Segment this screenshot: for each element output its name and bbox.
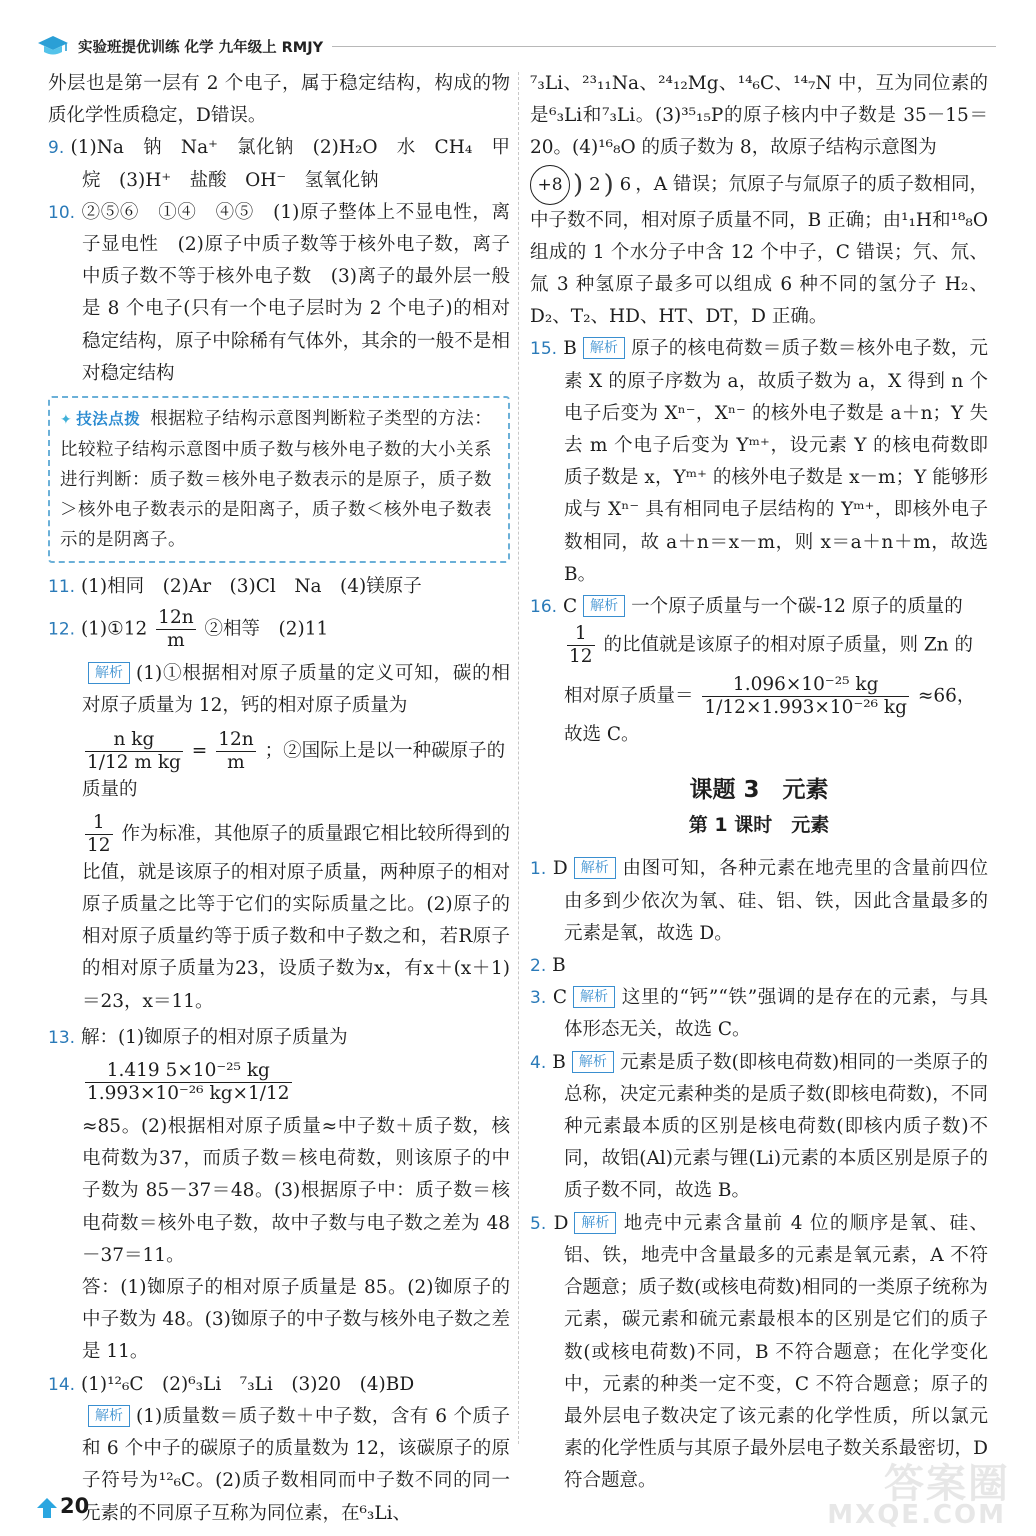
left-column — [48, 68, 510, 1530]
answer-text: (1)相同 (2)Ar (3)Cl Na (4)镁原子 — [80, 576, 422, 598]
answer-text: C — [552, 987, 568, 1009]
numerator: 1.419 5×10⁻²⁵ kg — [85, 1060, 292, 1083]
explanation-text: 由图可知，各种元素在地壳里的含量前四位由多到少依次为氧、硅、铝、铁，因此含量最多的元素是氧，故选 D。 — [564, 858, 988, 944]
question-number: 10. — [48, 202, 76, 223]
question-number: 1. — [530, 859, 547, 880]
question-number: 5. — [530, 1213, 547, 1234]
column-divider — [518, 72, 519, 1444]
header-rule — [332, 46, 996, 47]
numerator: 12n — [158, 607, 194, 629]
page-number-text: 20 — [60, 1494, 90, 1518]
answer-text: (1)¹²₆C (2)⁶₃Li ⁷₃Li (3)20 (4)BD — [80, 1373, 415, 1395]
question-number: 14. — [48, 1374, 76, 1395]
fraction — [85, 1060, 292, 1105]
question-9 — [48, 132, 510, 196]
question-number: 2. — [530, 956, 547, 977]
formula-13 — [48, 1060, 510, 1105]
numerator: 12n — [218, 728, 254, 750]
jiexi-tag: 解析 — [573, 986, 615, 1008]
explanation-16-cont — [530, 623, 988, 668]
watermark — [814, 1452, 1014, 1532]
answer-part-2: ②相等 (2)11 — [204, 618, 329, 640]
fraction — [702, 674, 909, 719]
answer-text: C — [562, 596, 578, 618]
explanation-14 — [48, 1401, 510, 1530]
answer-text: B — [563, 338, 577, 360]
question-11 — [48, 571, 510, 603]
jiexi-tag: 解析 — [88, 1405, 130, 1427]
explanation-text: ；②国际上是以一种碳原子的质量的 — [82, 740, 506, 800]
answer-text: (1)Na 钠 Na⁺ 氯化钠 (2)H₂O 水 CH₄ 甲烷 (3)H⁺ 盐酸 OH⁻ 氢氧化钠 — [70, 137, 510, 191]
answer-text: B — [552, 955, 566, 977]
continued-text: 外层也是第一层有 2 个电子，属于稳定结构，构成的物质化学性质稳定，D错误。 — [48, 73, 510, 127]
explanation-text: ，A 错误；氘原子与氚原子的质子数相同，中子数不同，相对原子质量不同，B 正确；由¹₁H和¹⁸₈O组成的 1 个水分子中含 12 个中子，C 错误；氕、氘、氚 3 种氢原子最多可以组成 6 种不同的氢分子 H₂、D₂、T₂、HD、HT、DT，D 正确。 — [530, 173, 988, 328]
header-title: 实验班提优训练 化学 九年级上 RMJY — [78, 40, 324, 56]
denominator: m — [227, 751, 245, 773]
question-number: 15. — [530, 339, 558, 360]
fraction — [216, 729, 255, 774]
denominator: m — [167, 630, 185, 652]
answer-text: B — [552, 1051, 566, 1073]
jiexi-tag: 解析 — [583, 595, 625, 617]
atom-structure-line — [530, 165, 988, 334]
graduation-cap-icon — [36, 34, 70, 58]
explanation-text: 地壳中元素含量前 4 位的顺序是氧、硅、铝、铁，地壳中含量最多的元素是氧元素，A 不符合题意；质子数(或核电荷数)相同的一类原子统称为元素，碳元素和硫元素最根本的区别是它们的质子数(或核电荷数)不同，B 不符合题意；在化学变化中，元素的种类一定不变，C 不符合题意；原子的最外层电子数决定了该元素的化学性质，所以氯元素的化学性质与其原子最外层电子数关系最密切，D 符合题意。 — [564, 1212, 988, 1492]
denominator: 1/12 m kg — [87, 751, 181, 773]
answer-part-1: (1)①12 — [80, 618, 148, 640]
page-header — [36, 30, 996, 62]
denominator: 1/12×1.993×10⁻²⁶ kg — [704, 697, 907, 719]
tip-text: 根据粒子结构示意图判断粒子类型的方法：比较粒子结构示意图中质子数与核外电子数的大小关系进行判断：质子数＝核外电子数表示的是原子，质子数＞核外电子数表示的是阳离子，质子数＜核外电子数表示的是阴离子。 — [60, 409, 493, 551]
question-number: 4. — [530, 1052, 547, 1073]
numerator: 1 — [85, 812, 113, 835]
explanation-text: ⁷₃Li、²³₁₁Na、²⁴₁₂Mg、¹⁴₆C、¹⁴₇N 中，互为同位素的是⁶₃Li和⁷₃Li。(3)³⁵₁₅P的原子核内中子数是 35－15＝20。(4)¹⁶₈O 的质子数为 8，故原子结构示意图为 — [530, 73, 988, 159]
question-14 — [48, 1369, 510, 1401]
page-number — [36, 1494, 96, 1524]
denominator: 12 — [569, 646, 593, 668]
question-10 — [48, 197, 510, 390]
shell-2-electrons: 6 — [619, 173, 632, 195]
shell-arc-icon: ) — [573, 169, 584, 200]
jiexi-tag: 解析 — [574, 1212, 616, 1234]
question-number: 11. — [48, 577, 76, 598]
denominator: 12 — [87, 834, 111, 856]
explanation-text: 作为标准，其他原子的质量跟它相比较所得到的比值，就是该原子的相对原子质量，两种原子的相对原子质量之比等于它们的实际质量之比。(2)原子的相对原子质量约等于质子数和中子数之和，若R原子的相对原子质量为23，设质子数为x，有x＋(x＋1)＝23，x＝11。 — [82, 823, 510, 1012]
question-number: 9. — [48, 138, 65, 159]
fraction — [156, 607, 195, 652]
question-number: 13. — [48, 1027, 76, 1048]
watermark-logo: 答案圈 — [884, 1461, 1010, 1507]
formula-12 — [48, 729, 510, 806]
tip-box — [48, 396, 510, 563]
fraction — [567, 623, 595, 668]
explanation-text: 元素是质子数(即核电荷数)相同的一类原子的总称，决定元素种类的是质子数(即核电荷数)，不同种元素最本质的区别是核电荷数(即核内质子数)不同，故铝(Al)元素与锂(Li)元素的本质区别是原子的质子数不同，故选 B。 — [564, 1051, 989, 1202]
solution-13: ≈85。(2)根据相对原子质量≈中子数＋质子数，核电荷数为37，而质子数＝核电荷数，则该原子的中子数为 85－37＝48。(3)根据原子中：质子数＝核电荷数＝核外电子数，故中子数与电子数之差为 48－37＝11。 — [82, 1116, 510, 1266]
continued-text — [530, 68, 988, 165]
question-number: 16. — [530, 597, 558, 618]
shell-arc-icon: ) — [603, 169, 614, 200]
question-number: 3. — [530, 988, 547, 1009]
fraction — [85, 812, 113, 857]
question-12 — [48, 607, 510, 652]
question-number: 12. — [48, 619, 76, 640]
question-16 — [530, 591, 988, 623]
explanation-text: 这里的“钙”“铁”强调的是存在的元素，与具体形态无关，故选 C。 — [564, 987, 988, 1041]
section-question-2 — [530, 950, 988, 982]
equals-sign: = — [191, 740, 208, 762]
formula-result: ≈66，故选 C。 — [564, 685, 976, 746]
explanation-text: (1)①根据相对原子质量的定义可知，碳的相对原子质量为 12，钙的相对原子质量为 — [82, 663, 510, 717]
formula-16 — [530, 674, 988, 751]
explanation-12 — [48, 658, 510, 722]
question-13 — [48, 1022, 510, 1054]
section-question-1 — [530, 853, 988, 950]
numerator: 1.096×10⁻²⁵ kg — [702, 674, 909, 697]
question-15 — [530, 333, 988, 591]
formula-label: 相对原子质量＝ — [564, 685, 694, 707]
explanation-text: 一个原子质量与一个碳-12 原子的质量的 — [631, 596, 963, 618]
tip-label: 技法点拨 — [76, 410, 141, 429]
section-heading: 课题 3 元素 — [689, 777, 829, 804]
solution-text: 解：(1)铷原子的相对原子质量为 — [80, 1026, 348, 1048]
answer-text: D — [552, 858, 568, 880]
shell-1-electrons: 2 — [589, 173, 601, 195]
explanation-text: 的比值就是该原子的相对原子质量，则 Zn 的 — [603, 634, 973, 656]
subsection-heading: 第 1 课时 元素 — [688, 814, 830, 837]
answer-text: ②⑤⑥ ①④ ④⑤ (1)原子整体上不显电性，离子显电性 (2)原子中质子数等于核外电子数，离子中质子数不等于核外电子数 (3)离子的最外层一般是 8 个电子(只有一个电子层时为 2 个电子)的相对稳定结构，原子中除稀有气体外，其余的一般不是相对稳定结构 — [81, 201, 510, 384]
section-question-3 — [530, 982, 988, 1046]
watermark-url: MXQE.COM — [827, 1500, 1006, 1530]
jiexi-tag: 解析 — [583, 337, 625, 359]
answer-text: D — [553, 1212, 569, 1234]
jiexi-tag: 解析 — [88, 662, 130, 684]
explanation-text: 原子的核电荷数＝质子数＝核外电子数，元素 X 的原子序数为 a，故质子数为 a，X 得到 n 个电子后变为 Xⁿ⁻，Xⁿ⁻ 的核外电子数是 a＋n；Y 失去 m 个电子后变为 Yᵐ⁺，设元素 Y 的核电荷数即质子数是 x，Yᵐ⁺ 的核外电子数是 x－m；Y 能够形成与 Xⁿ⁻ 具有相同电子层结构的 Yᵐ⁺，即核外电子数相同，故 a＋n＝x－m，则 x＝a＋n＋m，故选 B。 — [564, 338, 988, 585]
right-column — [530, 68, 988, 1498]
section-question-4 — [530, 1047, 988, 1208]
fraction — [85, 729, 183, 774]
numerator: 1 — [567, 623, 595, 646]
explanation-text: (1)质量数＝质子数＋中子数，含有 6 个质子和 6 个中子的碳原子的质量数为 12，该碳原子的原子符号为¹²₆C。(2)质子数相同而中子数不同的同一元素的不同原子互称为同位素，在⁶₃Li、 — [82, 1405, 510, 1524]
numerator: n kg — [85, 729, 183, 752]
jiexi-tag: 解析 — [574, 857, 616, 879]
tip-icon: ✦ — [60, 412, 73, 429]
up-arrow-icon — [36, 1497, 58, 1519]
explanation-12-cont — [48, 812, 510, 1018]
nucleus: +8 — [530, 165, 570, 205]
jiexi-tag: 解析 — [572, 1051, 614, 1073]
answer-13: 答：(1)铷原子的相对原子质量是 85。(2)铷原子的中子数为 48。(3)铷原子的中子数与核外电子数之差是 11。 — [82, 1277, 510, 1363]
atom-structure-diagram — [530, 165, 631, 205]
denominator: 1.993×10⁻²⁶ kg×1/12 — [87, 1083, 290, 1105]
